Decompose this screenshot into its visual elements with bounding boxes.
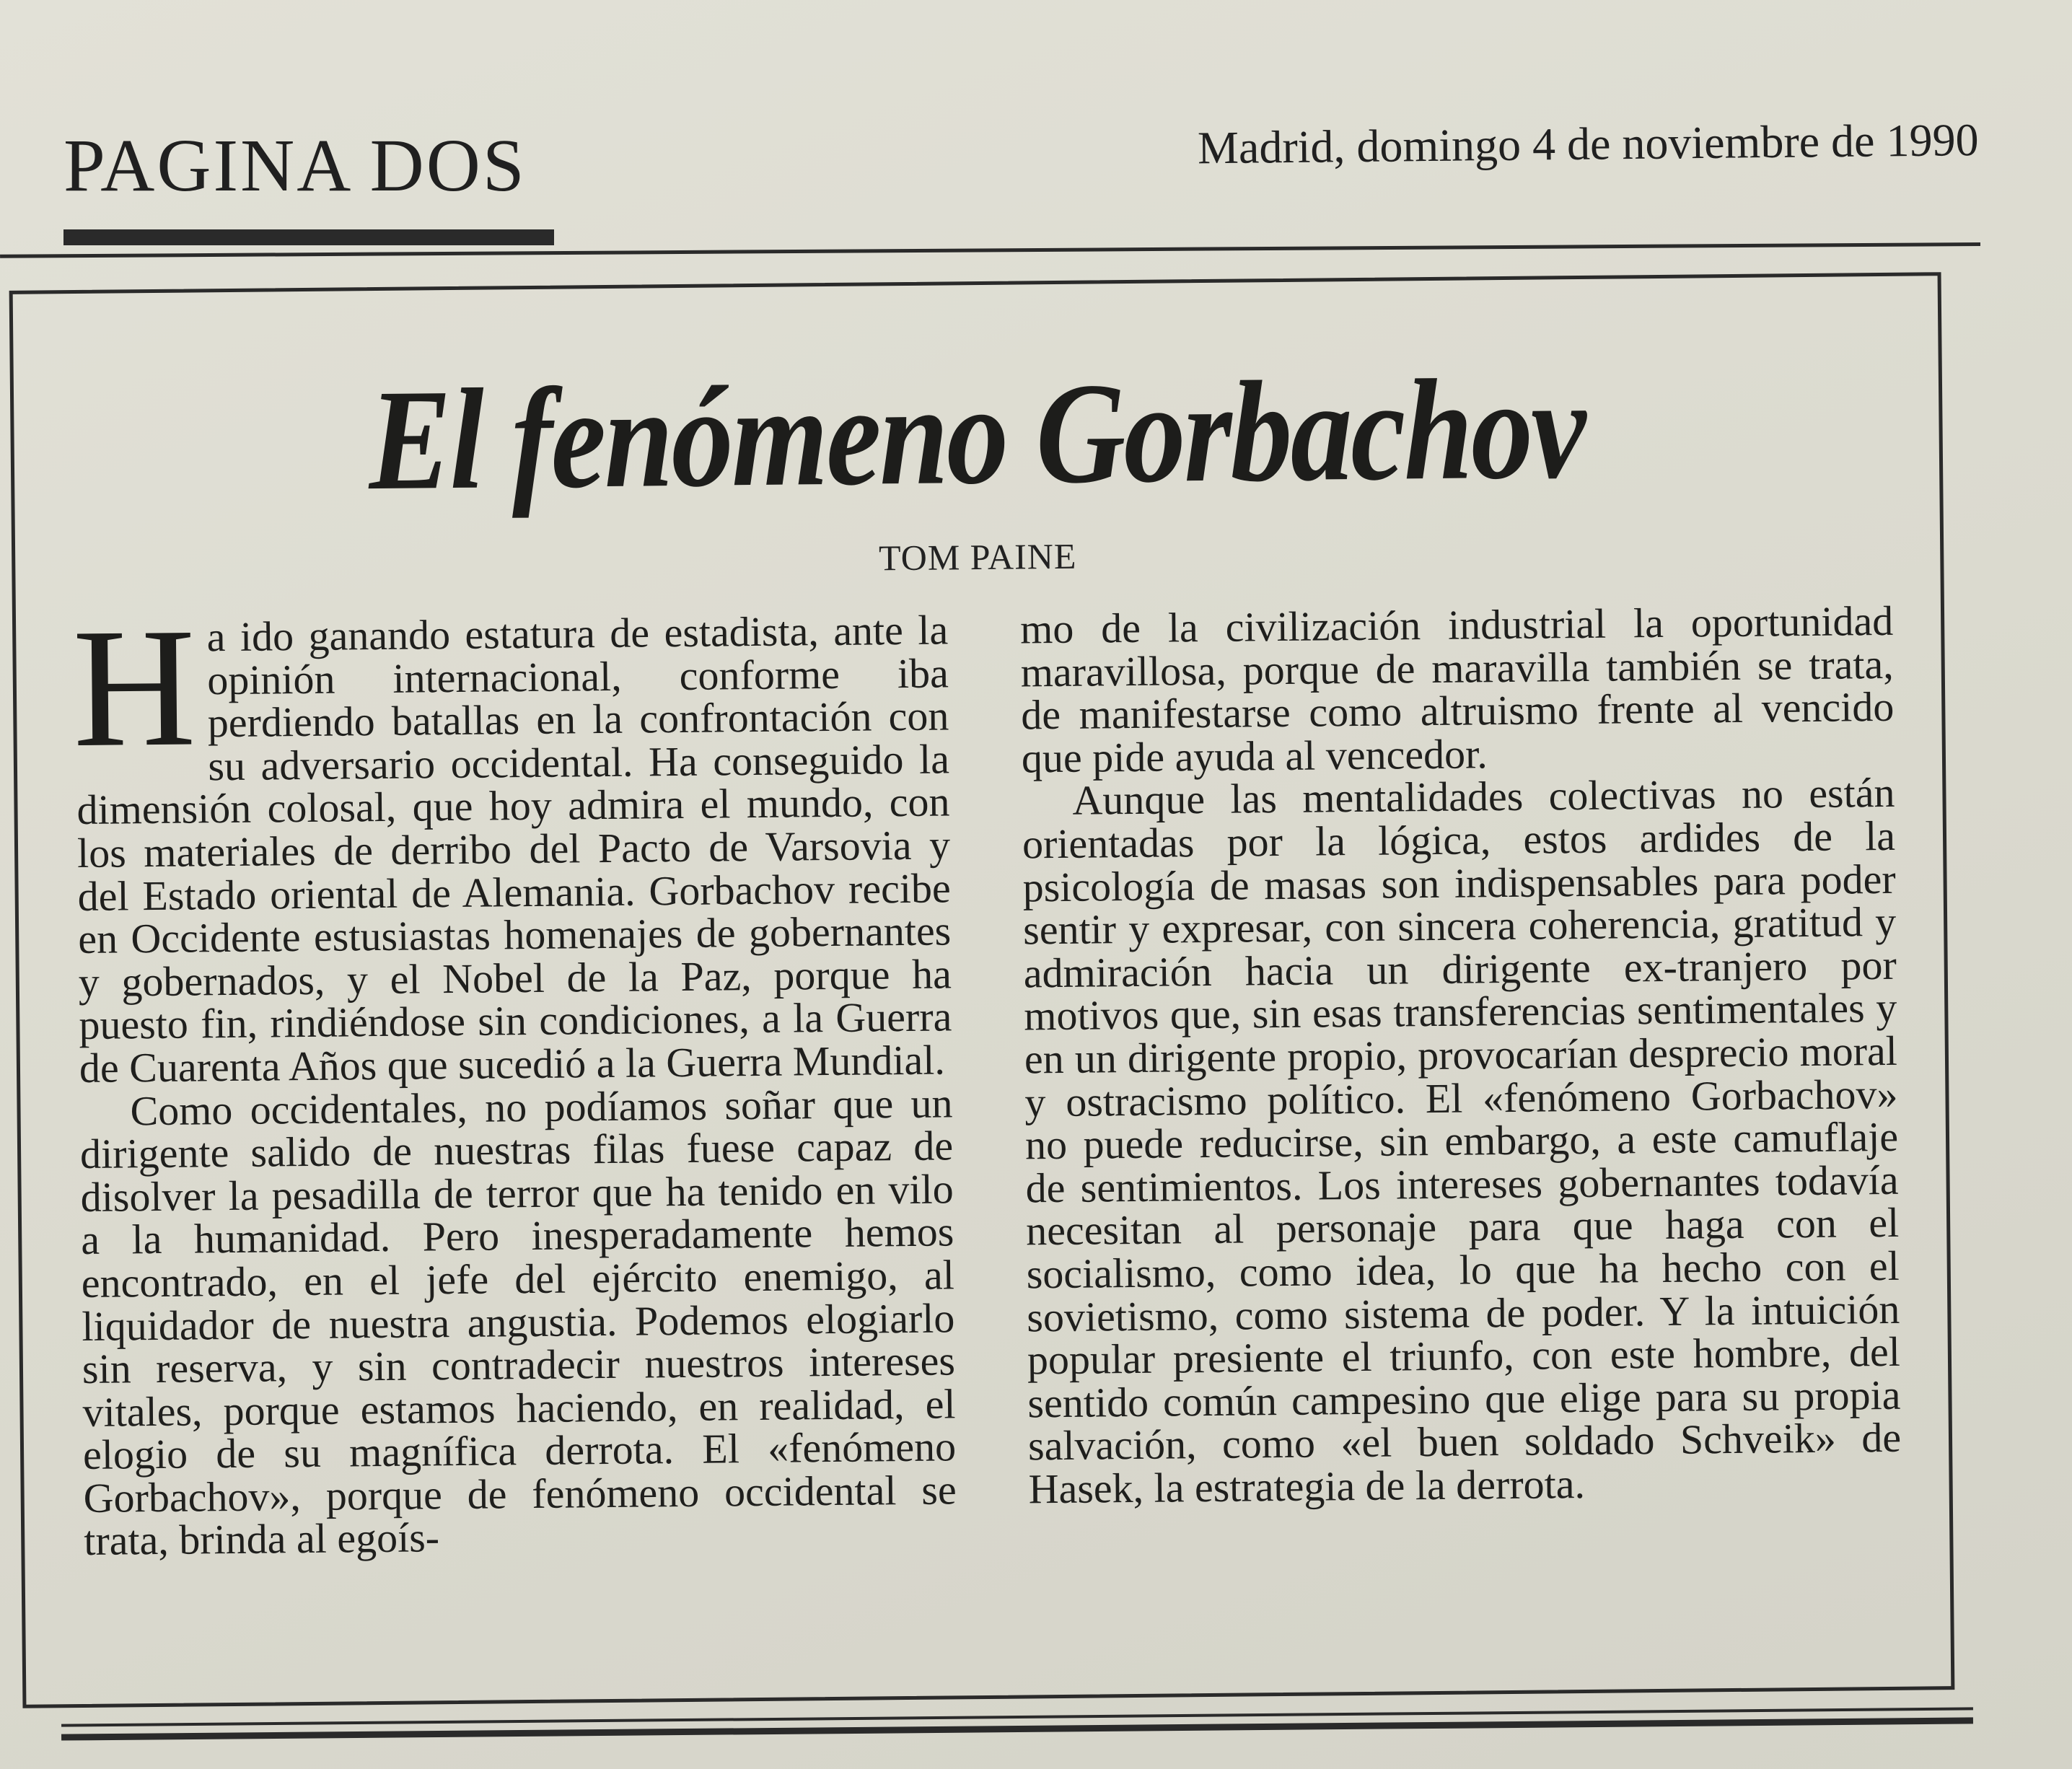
- article-column-left: [71, 593, 957, 1565]
- dateline: Madrid, domingo 4 de noviembre de 1990: [1197, 114, 1979, 174]
- section-title: PAGINA DOS: [63, 124, 527, 207]
- article-paragraph: Aunque las mentalidades colectivas no están orientadas por la lógica, estos ardides de la psicología de masas son indispensables para poder sentir y expresar, con sincera coherencia, gratitud y admiración hacia un dirigente ex-tranjero por motivos que, sin esas transferencias sentimentales y en un dirigente propio, provocarían desprecio moral y ostracismo político. El «fenómeno Gorbachov» no puede reducirse, sin embargo, a este camuflaje de sentimientos. Los intereses gobernantes todavía necesitan al personaje para que haga con el socialismo, como idea, lo que ha hecho con el sovietismo, como sistema de poder. Y la intuición popular presiente el triunfo, con este hombre, del sentido común campesino que elige para su propia salvación, como «el buen soldado Schveik» de Hasek, la estrategia de la derrota.: [1022, 769, 1902, 1513]
- article-box: [9, 272, 1955, 1708]
- article-headline: El fenómeno Gorbachov: [368, 348, 1586, 521]
- article-paragraph: mo de la civilización industrial la oportunidad maravillosa, porque de maravilla también se trata, de manifestarse como altruismo frente al vencido que pide ayuda al vencedor.: [1019, 597, 1895, 782]
- article-column-right: [1019, 597, 1902, 1513]
- header-rule-thick: [63, 229, 554, 245]
- article-paragraph: Como occidentales, no podíamos soñar que un dirigente salido de nuestras filas fuese capaz de disolver la pesadilla de terror que ha tenido en vilo a la humanidad. Pero inesperadamente hemos encontrado, en el jefe del ejército enemigo, al liquidador de nuestra angustia. Podemos elogiarlo sin reserva, y sin contradecir nuestros intereses vitales, porque estamos haciendo, en realidad, el elogio de su magnífica derrota. El «fenómeno Gorbachov», porque de fenómeno occidental se trata, brinda al egoís-: [79, 1079, 957, 1565]
- paragraph-text: a ido ganando estatura de estadista, ante la opinión internacional, conforme iba perdiendo batallas en la confrontación con su adversario occidental. Ha conseguido la dimensión colosal, que hoy admira el mundo, con los materiales de derribo del Pacto de Varsovia y del Estado oriental de Alemania. Gorbachov recibe en Occidente estusiastas homenajes de gobernantes y gobernados, y el Nobel de la Paz, porque ha puesto fin, rindiéndose sin condiciones, a la Guerra de Cuarenta Años que sucedió a la Guerra Mundial.: [76, 606, 952, 1092]
- article-paragraph: [71, 593, 952, 1092]
- drop-cap: H: [71, 593, 197, 783]
- article-byline: TOM PAINE: [878, 535, 1077, 579]
